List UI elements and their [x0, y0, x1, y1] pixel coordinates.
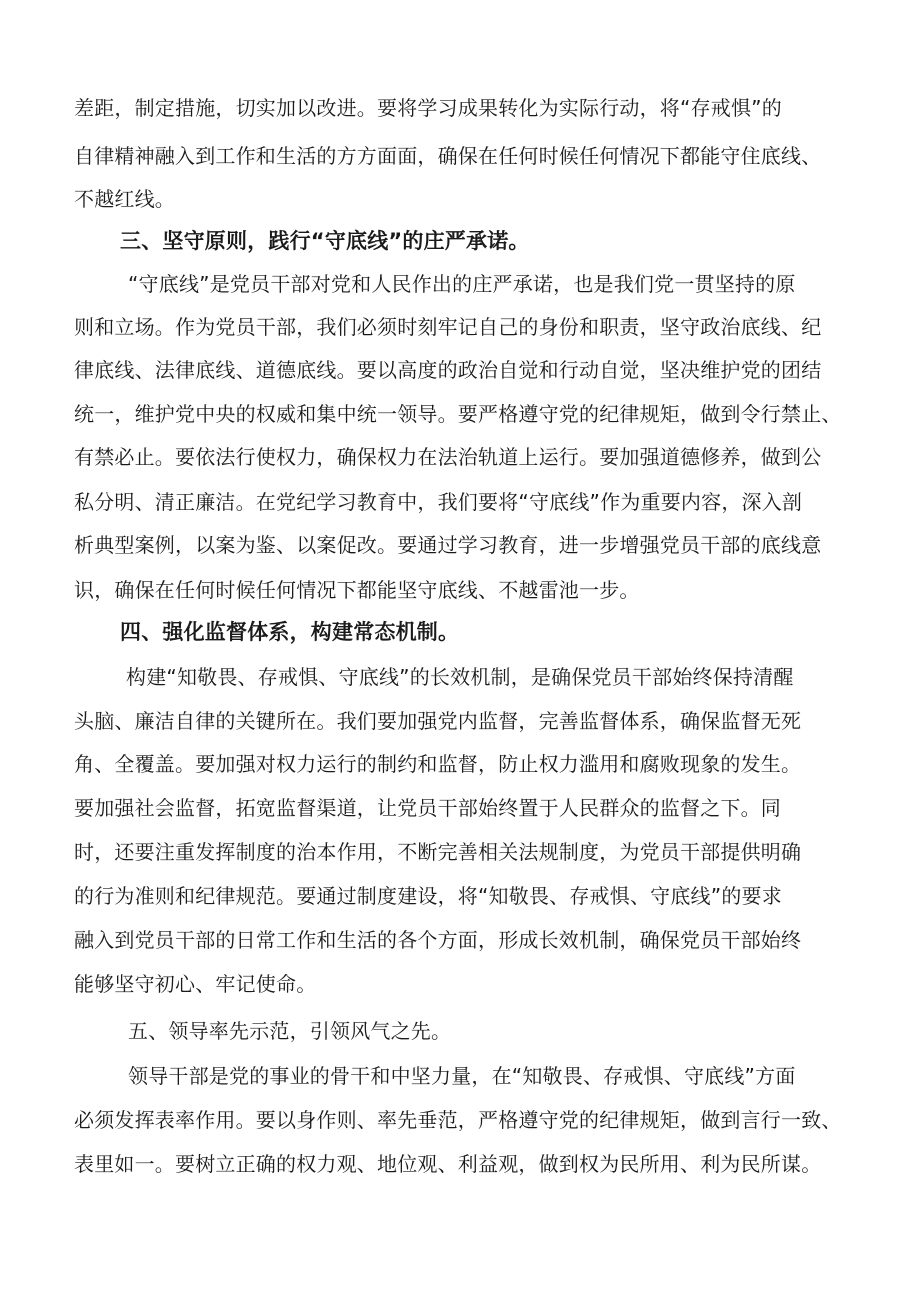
paragraph-line: 表里如一。要树立正确的权力观、地位观、利益观，做到权为民所用、利为民所谋。	[74, 1152, 822, 1176]
section-heading: 四、强化监督体系，构建常态机制。	[120, 620, 460, 644]
paragraph-line: 角、全覆盖。要加强对权力运行的制约和监督，防止权力滥用和腐败现象的发生。	[74, 752, 802, 776]
paragraph-line: 析典型案例，以案为鉴、以案促改。要通过学习教育，进一步增强党员干部的底线意	[74, 533, 822, 557]
paragraph-line: 能够坚守初心、牢记使命。	[74, 972, 317, 996]
paragraph-line: 必须发挥表率作用。要以身作则、率先垂范，严格遵守党的纪律规矩，做到言行一致、	[74, 1108, 842, 1132]
paragraph-line: 有禁必止。要依法行使权力，确保权力在法治轨道上运行。要加强道德修养，做到公	[74, 445, 822, 469]
paragraph-line: 头脑、廉洁自律的关键所在。我们要加强党内监督，完善监督体系，确保监督无死	[74, 709, 802, 733]
paragraph-line: 统一，维护党中央的权威和集中统一领导。要严格遵守党的纪律规矩，做到令行禁止、	[74, 402, 842, 426]
paragraph-line: 不越红线。	[74, 187, 175, 211]
paragraph-line: 融入到党员干部的日常工作和生活的各个方面，形成长效机制，确保党员干部始终	[74, 928, 802, 952]
paragraph-line: 领导干部是党的事业的骨干和中坚力量，在“知敬畏、存戒惧、守底线”方面	[128, 1064, 796, 1088]
section-heading: 五、领导率先示范，引领风气之先。	[128, 1019, 452, 1043]
paragraph-line: 则和立场。作为党员干部，我们必须时刻牢记自己的身份和职责，坚守政治底线、纪	[74, 315, 822, 339]
paragraph-line: 律底线、法律底线、道德底线。要以高度的政治自觉和行动自觉，坚决维护党的团结	[74, 358, 822, 382]
paragraph-line: “守底线”是党员干部对党和人民作出的庄严承诺，也是我们党一贯坚持的原	[128, 272, 796, 296]
paragraph-line: 的行为准则和纪律规范。要通过制度建设，将“知敬畏、存戒惧、守底线”的要求	[74, 884, 782, 908]
paragraph-line: 时，还要注重发挥制度的治本作用，不断完善相关法规制度，为党员干部提供明确	[74, 840, 802, 864]
paragraph-line: 构建“知敬畏、存戒惧、守底线”的长效机制，是确保党员干部始终保持清醒	[126, 665, 794, 689]
paragraph-line: 私分明、清正廉洁。在党纪学习教育中，我们要将“守底线”作为重要内容，深入剖	[74, 490, 803, 514]
paragraph-line: 自律精神融入到工作和生活的方方面面，确保在任何时候任何情况下都能守住底线、	[74, 144, 822, 168]
paragraph-line: 要加强社会监督，拓宽监督渠道，让党员干部始终置于人民群众的监督之下。同	[74, 796, 781, 820]
paragraph-line: 差距，制定措施，切实加以改进。要将学习成果转化为实际行动，将“存戒惧”的	[74, 96, 782, 120]
paragraph-line: 识，确保在任何时候任何情况下都能坚守底线、不越雷池一步。	[74, 578, 640, 602]
section-heading: 三、坚守原则，践行“守底线”的庄严承诺。	[120, 229, 530, 253]
